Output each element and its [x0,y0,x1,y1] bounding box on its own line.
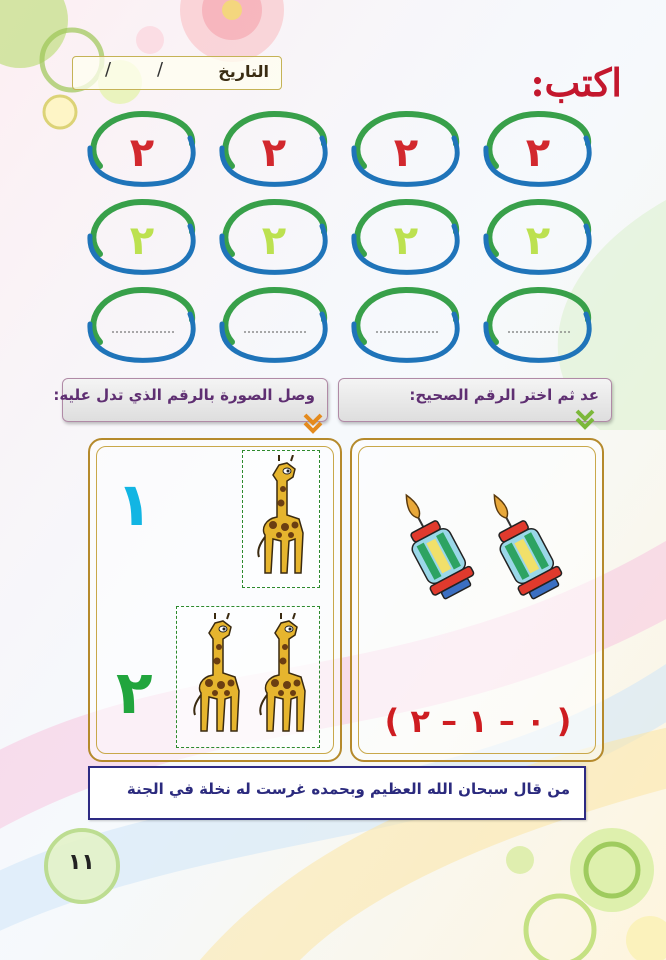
hadith-text: من قال سبحان الله العظيم وبحمده غرست له نخلة في الجنة [126,780,570,798]
right-instruction [338,378,612,422]
date-separator: / [157,59,164,80]
writing-cell[interactable] [222,290,325,360]
lantern-icon [478,484,568,614]
writing-cell[interactable] [354,114,457,184]
writing-cell[interactable] [354,290,457,360]
chevron-down-icon [303,413,323,435]
writing-cell[interactable] [486,290,589,360]
chevron-down-icon [575,409,595,431]
digit-two: ٢ [393,218,419,264]
lantern-icon [390,484,480,614]
right-instruction-text: عد ثم اختر الرقم الصحيح: [409,386,599,404]
date-label: التاريخ [218,62,269,81]
writing-cell[interactable] [90,202,193,272]
date-field[interactable] [72,56,282,90]
giraffe-icon [251,455,311,583]
number-two[interactable]: ٢ [116,658,153,728]
digit-two: ٢ [261,130,287,176]
hadith-box [88,766,586,820]
digit-two: ٢ [129,218,155,264]
writing-cell[interactable] [90,114,193,184]
writing-cell[interactable] [90,290,193,360]
page-number: ١١ [68,850,95,875]
number-one[interactable]: ١ [116,470,153,540]
giraffe-group-one[interactable] [242,450,320,588]
writing-cell[interactable] [486,114,589,184]
digit-two: ٢ [525,218,551,264]
writing-cell[interactable] [354,202,457,272]
date-separator: / [105,59,112,80]
digit-two: ٢ [129,130,155,176]
giraffe-group-two[interactable] [176,606,320,748]
writing-practice-grid[interactable] [82,108,592,368]
giraffe-icon [187,613,247,741]
writing-cell[interactable] [222,202,325,272]
digit-two: ٢ [525,130,551,176]
page-title: اكتب: [530,60,622,105]
left-instruction [53,378,328,422]
left-instruction-text: وصل الصورة بالرقم الذي تدل عليه: [53,386,315,404]
digit-two: ٢ [393,130,419,176]
giraffe-icon [253,613,313,741]
writing-cell[interactable] [222,114,325,184]
answer-choices[interactable]: ( ٠ – ١ – ٢ ) [384,702,572,740]
digit-two: ٢ [261,218,287,264]
writing-cell[interactable] [486,202,589,272]
